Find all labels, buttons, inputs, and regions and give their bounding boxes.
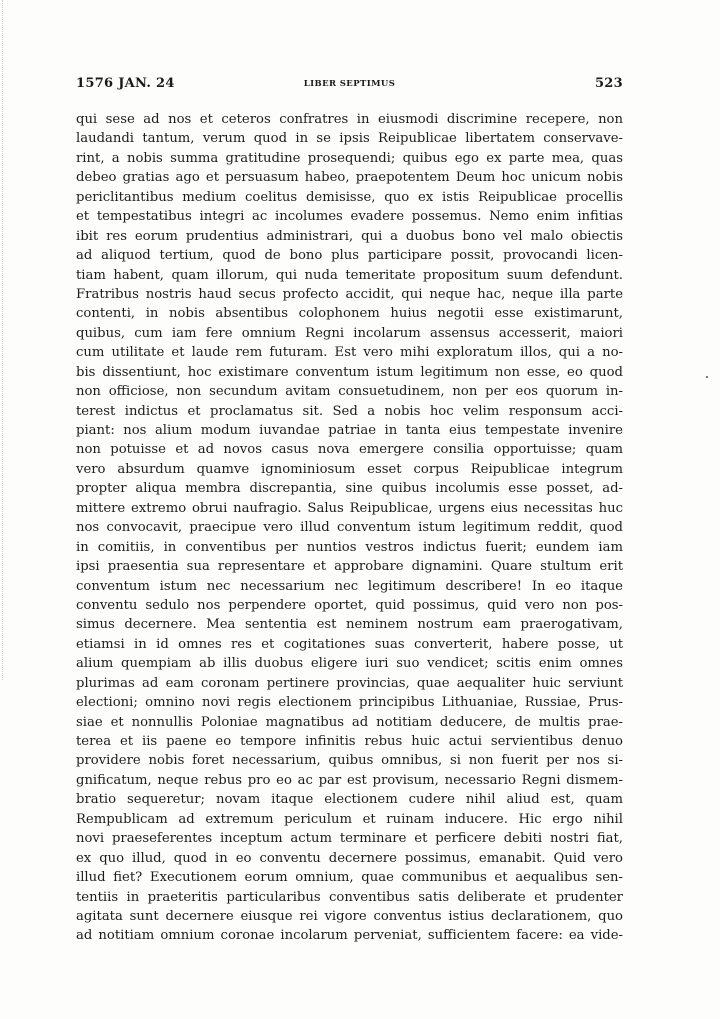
- scan-speck: [706, 376, 708, 378]
- text-line: conventum istum nec necessarium nec legitimum describere! In eo itaque: [76, 578, 623, 594]
- text-line: alium quempiam ab illis duobus eligere iuri suo vendicet; scitis enim omnes: [76, 656, 623, 672]
- text-line: providere nobis foret necessarium, quibus omnibus, si non fuerit per nos si-: [76, 753, 623, 769]
- text-line: Fratribus nostris haud secus profecto accidit, qui neque hac, neque illa parte: [76, 286, 623, 302]
- running-head: [76, 76, 623, 96]
- text-line: quibus, cum iam fere omnium Regni incolarum assensus accesserit, maiori: [76, 325, 623, 341]
- text-line: cum utilitate et laude rem futuram. Est vero mihi exploratum illos, qui a no-: [76, 345, 623, 361]
- text-line: conventu sedulo nos perpendere oportet, quid possimus, quid vero non pos-: [76, 597, 623, 613]
- text-line: et tempestatibus integri ac incolumes evadere possemus. Nemo enim infitias: [76, 209, 623, 225]
- text-line: bratio sequeretur; novam itaque electionem cudere nihil aliud est, quam: [76, 792, 623, 808]
- text-line: etiamsi in id omnes res et cogitationes suas converterit, habere posse, ut: [76, 636, 623, 652]
- body-text: [76, 110, 623, 946]
- text-line: electioni; omnino novi regis electionem principibus Lithuaniae, Russiae, Prus-: [76, 695, 623, 711]
- text-line: agitata sunt decernere eiusque rei vigore conventus istius declarationem, quo: [76, 908, 623, 924]
- text-line: debeo gratias ago et persuasum habeo, praepotentem Deum hoc unicum nobis: [76, 170, 623, 186]
- text-line: non potuisse et ad novos casus nova emergere consilia opportuisse; quam: [76, 442, 623, 458]
- text-line: vero absurdum quamve ignominiosum esset corpus Reipublicae integrum: [76, 461, 623, 477]
- text-line: non officiose, non secundum avitam consuetudinem, non per eos quorum in-: [76, 384, 623, 400]
- text-line: plurimas ad eam coronam pertinere provincias, quae aequaliter huic serviunt: [76, 675, 623, 691]
- text-line: laudandi tantum, verum quod in se ipsis Reipublicae libertatem conservave-: [76, 131, 623, 147]
- text-line: periclitantibus medium coelitus demisisse, quo ex istis Reipublicae procellis: [76, 189, 623, 205]
- page-number: 523: [594, 76, 623, 91]
- text-line: illud fiet? Executionem eorum omnium, quae communibus et aequalibus sen-: [76, 870, 623, 886]
- header-year-date: 1576 JAN. 24: [76, 76, 175, 91]
- text-line: ex quo illud, quod in eo conventu decernere possimus, emanabit. Quid vero: [76, 850, 623, 866]
- text-line: terea et iis paene eo tempore infinitis rebus huic actui servientibus denuo: [76, 734, 623, 749]
- text-line: qui sese ad nos et ceteros confratres in eiusmodi discrimine recepere, non: [76, 112, 623, 127]
- text-line: ipsi praesentia sua representare et approbare dignamini. Quare stultum erit: [76, 559, 623, 575]
- text-line: Rempublicam ad extremum periculum et ruinam inducere. Hic ergo nihil: [76, 811, 623, 827]
- text-line: in comitiis, in conventibus per nuntios vestros indictus fuerit; eundem iam: [76, 539, 623, 555]
- text-line: piant: nos alium modum iuvandae patriae in tanta eius tempestate invenire: [76, 423, 623, 438]
- text-line: novi praeseferentes inceptum actum terminare et perficere debiti nostri fiat,: [76, 831, 623, 847]
- text-line: nos convocavit, praecipue vero illud conventum istum legitimum reddit, quod: [76, 520, 623, 536]
- text-line: tiam habent, quam illorum, qui nuda temeritate propositum suum defendunt.: [76, 267, 623, 283]
- text-line: ad notitiam omnium coronae incolarum perveniat, sufficientem facere: ea vide-: [76, 928, 623, 944]
- text-line: bis dissentiunt, hoc existimare conventum istum legitimum non esse, eo quod: [76, 364, 623, 380]
- text-line: rint, a nobis summa gratitudine prosequendi; quibus ego ex parte mea, quas: [76, 150, 623, 166]
- text-line: terest indictus et proclamatus sit. Sed a nobis hoc velim responsum acci-: [76, 403, 623, 419]
- scan-margin-artifact: [2, 0, 11, 680]
- text-line: gnificatum, neque rebus pro eo ac par est provisum, necessario Regni dismem-: [76, 772, 623, 788]
- text-line: ad aliquod tertium, quod de bono plus participare possit, provocandi licen-: [76, 248, 623, 264]
- header-book-title: LIBER SEPTIMUS: [303, 79, 396, 89]
- text-line: siae et nonnullis Poloniae magnatibus ad notitiam deducere, de multis prae-: [76, 714, 623, 730]
- text-line: simus decernere. Mea sententia est neminem nostrum eam praerogativam,: [76, 617, 623, 633]
- text-line: ibit res eorum prudentius administrari, qui a duobus bono vel malo obiectis: [76, 228, 623, 244]
- text-line: contenti, in nobis absentibus colophonem huius negotii esse existimarunt,: [76, 306, 623, 322]
- text-line: tentiis in praeteritis particularibus conventibus satis deliberate et prudenter: [76, 889, 623, 905]
- text-line: propter aliqua membra discrepantia, sine quibus incolumis esse posset, ad-: [76, 481, 623, 497]
- text-line: mittere extremo obrui naufragio. Salus Reipublicae, urgens eius necessitas huc: [76, 500, 623, 516]
